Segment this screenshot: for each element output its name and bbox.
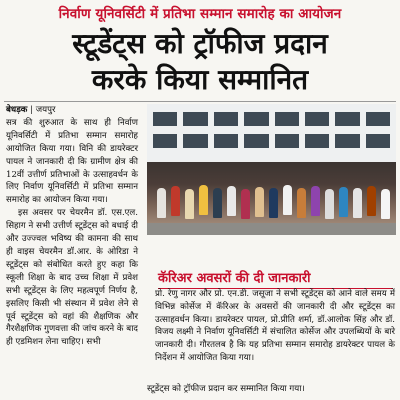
career-info-text: प्रो. रेणु नागर और प्रो. एन.डी. जसूजा ने सभी स्टूडेंट्स को आने वाले समय में विभिन्न कोर्सेज में कॅरिअर के अवसरों की जानकारी दी और स्टूडेंट्स का उत्साहवर्धन किया। डायरेक्टर पायल, प्रो.प्रीति शर्मा, डॉ.आलोक सिंह और डॉ. विजय लक्ष्मी ने निर्वाण यूनिवर्सिटी में संचालित कोर्सेज और उपलब्धियों के बारे जानकारी दी। गौरतलब है कि यह प्रतिभा सम्मान समारोह डायरेक्टर पायल के निर्देशन में आयोजित किया गया। [155,289,395,363]
paragraph-1: सत्र की शुरुआत के साथ ही निर्वाण यूनिवर्सिटी में प्रतिभा सम्मान समारोह आयोजित किया गया। विनि की डायरेक्टर पायल ने जानकारी दी कि ग्रामीण क्षेत्र की 12वीं उत्तीर्ण प्रतिभाओं के उत्साहवर्धन के लिए निर्वाण यूनिवर्सिटी में प्रतिभा सम्मान समारोह का आयोजन किया गया। [6,117,138,206]
headline-line-2: करके किया सम्मानित [91,63,309,96]
sub-headline: कॅरिअर अवसरों की दी जानकारी [158,268,393,289]
photo-steps [147,223,396,235]
paragraph-2: इस अवसर पर चेयरमैन डॉ. एस.एल. सिहाग ने सभी उत्तीर्ण स्टूडेंट्स को बधाई दी और उज्ज्वल भविष्य की कामना की साथ ही वाइस चेयरमैन डॉ.आर. के ओरिडा ने स्टूडेंट्स को संबोधित करते हुए कहा कि स्कूली शिक्षा के बाद उच्च शिक्षा में प्रवेश सभी स्टूडेंट्स के लिए महत्वपूर्ण निर्णय है, इसलिए किसी भी संस्थान में प्रवेश लेने से पूर्व स्टूडेंट्स को वहां की शैक्षणिक और गैरशैक्षणिक गुणवत्ता की जांच करने के बाद ही एडमिशन लेना चाहिए। सभी [6,208,138,348]
article-body [6,104,138,349]
byline-name: बेधड़क [6,105,28,115]
byline [6,104,138,117]
continuation-text: स्टूडेंट्स को ट्रॉफीज प्रदान कर सम्मानित किया गया। [147,384,305,394]
byline-location: | जयपुर [30,105,56,115]
kicker-headline: निर्वाण यूनिवर्सिटी में प्रतिभा सम्मान समारोह का आयोजन [58,6,342,22]
group-photo [147,104,396,235]
main-headline [0,26,400,98]
headline-line-1: स्टूडेंट्स को ट्रॉफीज प्रदान [72,27,328,60]
divider [4,101,396,102]
